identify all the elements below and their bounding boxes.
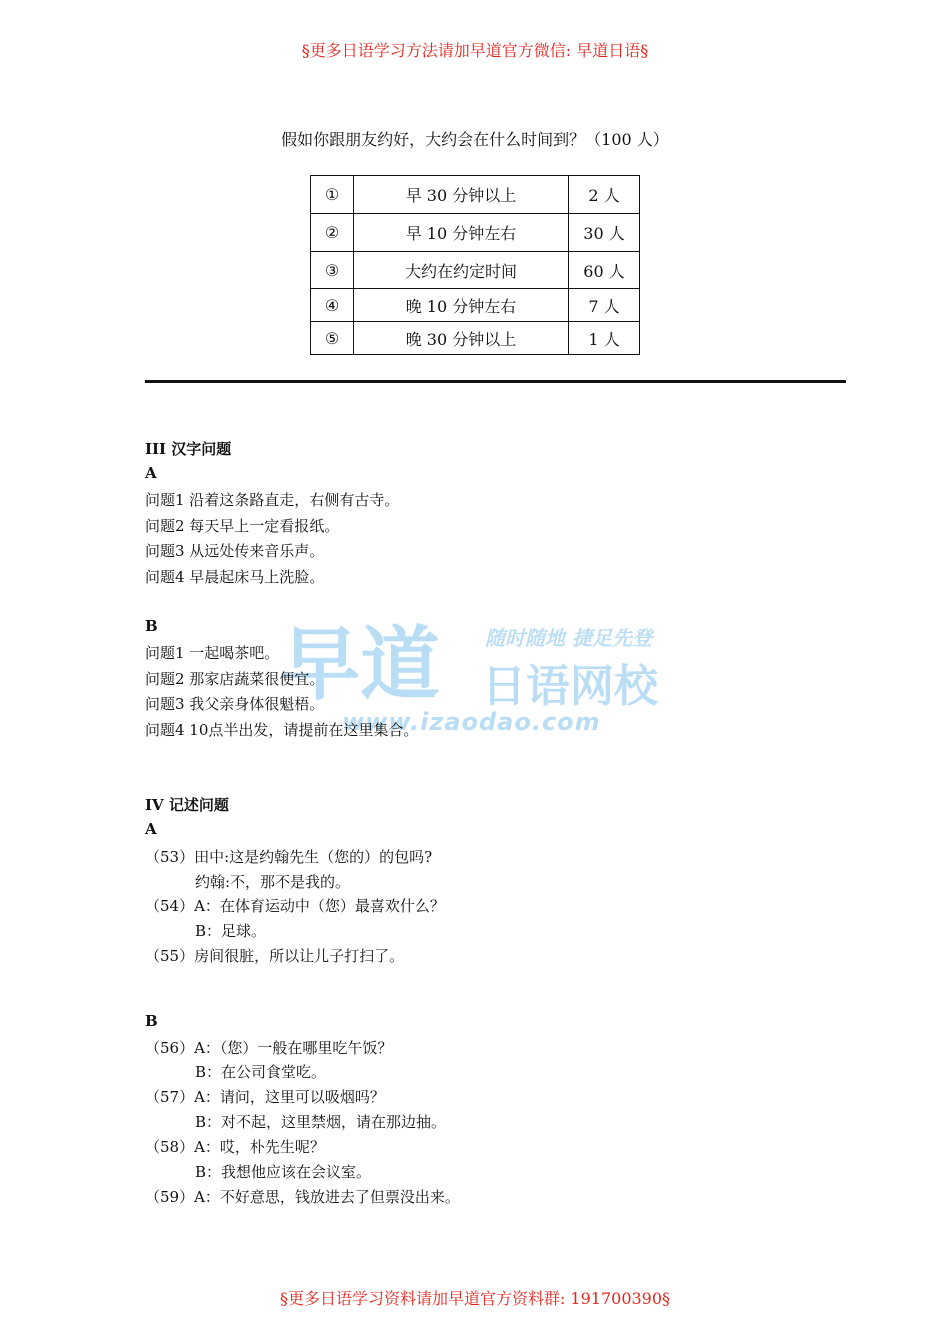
section-title: IV 记述问题 bbox=[145, 796, 229, 814]
table-row bbox=[311, 214, 640, 252]
list-item: 问题4 早晨起床马上洗脸。 bbox=[145, 568, 325, 586]
list-item: B：在公司食堂吃。 bbox=[195, 1063, 327, 1081]
list-item: 问题3 我父亲身体很魁梧。 bbox=[145, 695, 325, 713]
header-promo: §更多日语学习方法请加早道官方微信: 早道日语§ bbox=[301, 41, 649, 60]
section-title: III 汉字问题 bbox=[145, 440, 232, 458]
row-mark: ③ bbox=[311, 252, 354, 289]
table-row bbox=[311, 252, 640, 289]
row-mark: ④ bbox=[311, 289, 354, 322]
row-option: 早 10 分钟左右 bbox=[354, 214, 569, 252]
table-row bbox=[311, 289, 640, 322]
row-mark: ② bbox=[311, 214, 354, 252]
list-item: （56）A：（您）一般在哪里吃午饭？ bbox=[145, 1039, 393, 1057]
list-item: （59）A：不好意思，钱放进去了但票没出来。 bbox=[145, 1188, 460, 1206]
list-item: B：我想他应该在会议室。 bbox=[195, 1163, 372, 1181]
list-item: B：对不起，这里禁烟，请在那边抽。 bbox=[195, 1113, 447, 1131]
list-item: 问题2 每天早上一定看报纸。 bbox=[145, 517, 340, 535]
list-item: B：足球。 bbox=[195, 922, 267, 940]
watermark-brand: 日语网校 bbox=[482, 661, 658, 712]
row-count: 7 人 bbox=[569, 289, 640, 322]
row-option: 大约在约定时间 bbox=[354, 252, 569, 289]
list-item: 问题2 那家店蔬菜很便宜。 bbox=[145, 670, 325, 688]
part-label: B bbox=[145, 617, 158, 635]
list-item: 问题1 一起喝茶吧。 bbox=[145, 644, 280, 662]
part-label: A bbox=[145, 820, 157, 838]
part-label: B bbox=[145, 1012, 158, 1030]
watermark-slogan: 随时随地 捷足先登 bbox=[485, 626, 652, 650]
list-item: 约翰:不，那不是我的。 bbox=[195, 873, 351, 891]
list-item: （55）房间很脏，所以让儿子打扫了。 bbox=[145, 947, 405, 965]
part-label: A bbox=[145, 464, 157, 482]
footer-promo: §更多日语学习资料请加早道官方资料群: 191700390§ bbox=[279, 1289, 671, 1308]
row-option: 晚 10 分钟左右 bbox=[354, 289, 569, 322]
table-row bbox=[311, 322, 640, 355]
list-item: 问题1 沿着这条路直走，右侧有古寺。 bbox=[145, 491, 400, 509]
row-count: 2 人 bbox=[569, 176, 640, 214]
list-item: （54）A：在体育运动中（您）最喜欢什么？ bbox=[145, 897, 445, 915]
survey-question: 假如你跟朋友约好，大约会在什么时间到？（100 人） bbox=[281, 130, 669, 149]
row-mark: ⑤ bbox=[311, 322, 354, 355]
watermark-logo: 早道 bbox=[280, 618, 440, 711]
survey-table bbox=[310, 175, 640, 355]
row-mark: ① bbox=[311, 176, 354, 214]
list-item: 问题3 从远处传来音乐声。 bbox=[145, 542, 325, 560]
list-item: 问题4 10点半出发，请提前在这里集合。 bbox=[145, 721, 419, 739]
table-row bbox=[311, 176, 640, 214]
row-count: 1 人 bbox=[569, 322, 640, 355]
section-divider bbox=[145, 380, 846, 383]
list-item: （53）田中:这是约翰先生（您的）的包吗? bbox=[145, 848, 433, 866]
row-option: 晚 30 分钟以上 bbox=[354, 322, 569, 355]
row-option: 早 30 分钟以上 bbox=[354, 176, 569, 214]
list-item: （58）A：哎，朴先生呢？ bbox=[145, 1138, 325, 1156]
row-count: 30 人 bbox=[569, 214, 640, 252]
row-count: 60 人 bbox=[569, 252, 640, 289]
list-item: （57）A：请问，这里可以吸烟吗？ bbox=[145, 1088, 385, 1106]
watermark-url: www.izaodao.com bbox=[342, 708, 601, 736]
